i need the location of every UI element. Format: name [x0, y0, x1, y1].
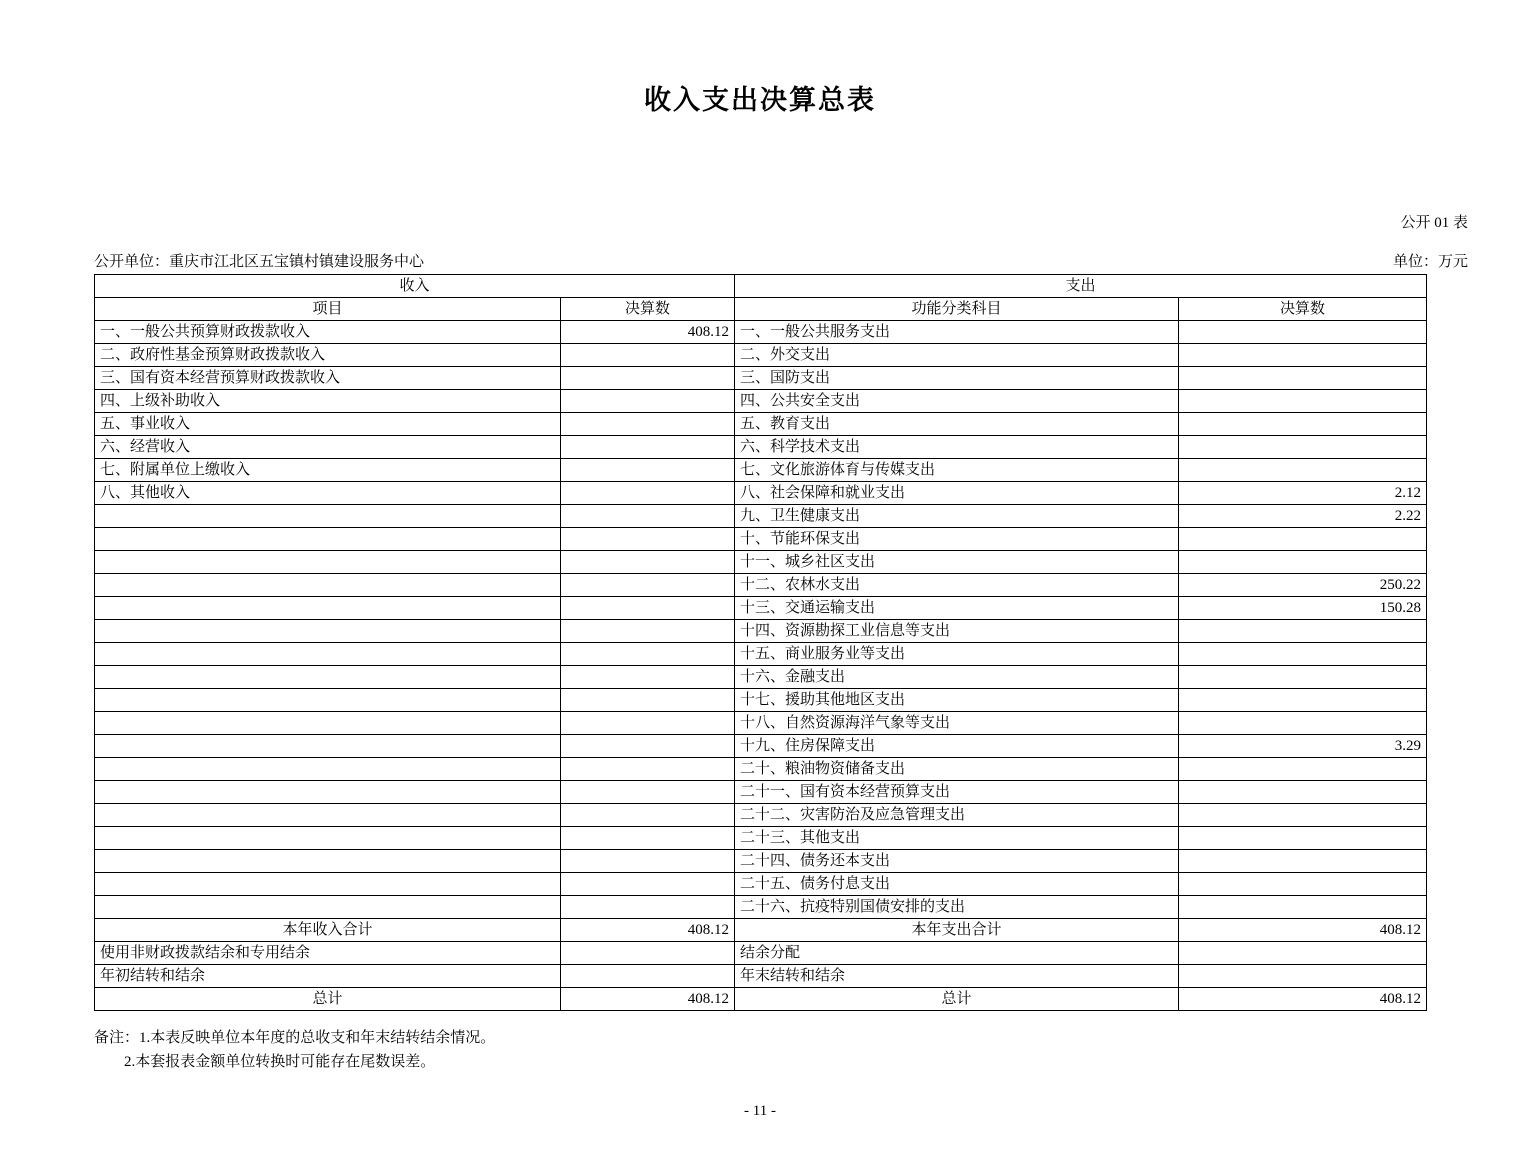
income-item-cell: 四、上级补助收入	[95, 390, 561, 413]
table-row	[95, 459, 1427, 482]
income-amount-cell	[561, 827, 735, 850]
income-item-cell	[95, 574, 561, 597]
note-line-1: 备注：1.本表反映单位本年度的总收支和年末结转结余情况。	[94, 1030, 496, 1046]
table-row	[95, 689, 1427, 712]
income-amount-cell	[561, 344, 735, 367]
grand-total-label-right: 总计	[735, 988, 1179, 1011]
table-column-header-row	[95, 298, 1427, 321]
document-page	[0, 78, 1520, 1152]
grand-total-value-left: 408.12	[561, 988, 735, 1011]
expense-item-cell: 十四、资源勘探工业信息等支出	[735, 620, 1179, 643]
expense-amount-cell	[1179, 712, 1427, 735]
expense-item-cell: 二十一、国有资本经营预算支出	[735, 781, 1179, 804]
income-amount-cell	[561, 712, 735, 735]
income-item-cell: 五、事业收入	[95, 413, 561, 436]
expense-item-cell: 七、文化旅游体育与传媒支出	[735, 459, 1179, 482]
disclosure-unit-label: 公开单位：重庆市江北区五宝镇村镇建设服务中心	[94, 254, 425, 270]
table-row	[95, 574, 1427, 597]
income-item-cell	[95, 781, 561, 804]
income-amount-cell	[561, 551, 735, 574]
expense-item-header: 功能分类科目	[735, 298, 1179, 321]
expense-amount-cell	[1179, 643, 1427, 666]
income-amount-cell	[561, 666, 735, 689]
table-row	[95, 666, 1427, 689]
income-amount-cell	[561, 735, 735, 758]
expense-amount-cell	[1179, 689, 1427, 712]
expense-item-cell: 十一、城乡社区支出	[735, 551, 1179, 574]
expense-amount-cell	[1179, 390, 1427, 413]
year-income-total-value: 408.12	[561, 919, 735, 942]
income-item-cell	[95, 735, 561, 758]
budget-summary-table	[94, 274, 1427, 1011]
grand-total-row	[95, 988, 1427, 1011]
income-amount-cell	[561, 436, 735, 459]
income-amount-cell	[561, 390, 735, 413]
income-item-cell	[95, 643, 561, 666]
surplus-distribution-label: 结余分配	[735, 942, 1179, 965]
expense-amount-cell	[1179, 873, 1427, 896]
expense-item-cell: 二十二、灾害防治及应急管理支出	[735, 804, 1179, 827]
surplus-distribution-value	[1179, 942, 1427, 965]
nonfiscal-label: 使用非财政拨款结余和专用结余	[95, 942, 561, 965]
expense-item-cell: 二、外交支出	[735, 344, 1179, 367]
income-amount-cell	[561, 574, 735, 597]
income-item-cell: 八、其他收入	[95, 482, 561, 505]
expense-item-cell: 八、社会保障和就业支出	[735, 482, 1179, 505]
income-amount-cell	[561, 643, 735, 666]
expense-item-cell: 三、国防支出	[735, 367, 1179, 390]
table-row	[95, 827, 1427, 850]
income-item-cell	[95, 712, 561, 735]
expense-item-cell: 二十五、债务付息支出	[735, 873, 1179, 896]
expense-item-cell: 二十四、债务还本支出	[735, 850, 1179, 873]
income-item-cell: 三、国有资本经营预算财政拨款收入	[95, 367, 561, 390]
income-group-header: 收入	[95, 275, 735, 298]
form-code-label: 公开 01 表	[1400, 215, 1468, 231]
expense-amount-cell	[1179, 620, 1427, 643]
expense-amount-cell	[1179, 436, 1427, 459]
income-item-cell	[95, 873, 561, 896]
expense-group-header: 支出	[735, 275, 1427, 298]
income-amount-cell	[561, 896, 735, 919]
end-carryover-value	[1179, 965, 1427, 988]
expense-amount-cell	[1179, 804, 1427, 827]
income-item-cell: 七、附属单位上缴收入	[95, 459, 561, 482]
income-amount-cell	[561, 781, 735, 804]
expense-item-cell: 十八、自然资源海洋气象等支出	[735, 712, 1179, 735]
table-row	[95, 781, 1427, 804]
income-amount-cell	[561, 528, 735, 551]
expense-amount-header: 决算数	[1179, 298, 1427, 321]
end-carryover-label: 年末结转和结余	[735, 965, 1179, 988]
table-row	[95, 804, 1427, 827]
note-line-2: 2.本套报表金额单位转换时可能存在尾数误差。	[124, 1054, 436, 1070]
expense-amount-cell	[1179, 459, 1427, 482]
income-amount-cell	[561, 459, 735, 482]
table-row	[95, 367, 1427, 390]
amount-unit-label: 单位：万元	[1392, 254, 1468, 270]
table-row	[95, 436, 1427, 459]
expense-item-cell: 九、卫生健康支出	[735, 505, 1179, 528]
income-item-cell	[95, 804, 561, 827]
year-income-total-label: 本年收入合计	[95, 919, 561, 942]
year-expense-total-value: 408.12	[1179, 919, 1427, 942]
income-item-cell	[95, 689, 561, 712]
table-row	[95, 620, 1427, 643]
begin-carryover-label: 年初结转和结余	[95, 965, 561, 988]
income-amount-cell: 408.12	[561, 321, 735, 344]
income-amount-cell	[561, 505, 735, 528]
expense-amount-cell: 250.22	[1179, 574, 1427, 597]
expense-amount-cell	[1179, 367, 1427, 390]
income-item-header: 项目	[95, 298, 561, 321]
expense-amount-cell	[1179, 758, 1427, 781]
expense-item-cell: 十、节能环保支出	[735, 528, 1179, 551]
expense-amount-cell	[1179, 413, 1427, 436]
expense-amount-cell: 150.28	[1179, 597, 1427, 620]
income-item-cell: 一、一般公共预算财政拨款收入	[95, 321, 561, 344]
expense-amount-cell	[1179, 321, 1427, 344]
table-row	[95, 896, 1427, 919]
table-row	[95, 528, 1427, 551]
nonfiscal-value	[561, 942, 735, 965]
income-item-cell	[95, 551, 561, 574]
table-row	[95, 344, 1427, 367]
table-row	[95, 597, 1427, 620]
expense-item-cell: 十二、农林水支出	[735, 574, 1179, 597]
income-amount-cell	[561, 804, 735, 827]
income-amount-cell	[561, 758, 735, 781]
begin-carryover-value	[561, 965, 735, 988]
income-item-cell	[95, 850, 561, 873]
expense-item-cell: 二十六、抗疫特别国债安排的支出	[735, 896, 1179, 919]
expense-item-cell: 十七、援助其他地区支出	[735, 689, 1179, 712]
table-row	[95, 482, 1427, 505]
income-item-cell	[95, 666, 561, 689]
expense-item-cell: 十九、住房保障支出	[735, 735, 1179, 758]
year-expense-total-label: 本年支出合计	[735, 919, 1179, 942]
expense-amount-cell	[1179, 850, 1427, 873]
income-item-cell	[95, 528, 561, 551]
table-row	[95, 873, 1427, 896]
expense-amount-cell	[1179, 344, 1427, 367]
expense-item-cell: 五、教育支出	[735, 413, 1179, 436]
table-notes	[94, 1026, 495, 1074]
expense-amount-cell	[1179, 551, 1427, 574]
income-item-cell: 二、政府性基金预算财政拨款收入	[95, 344, 561, 367]
income-item-cell	[95, 597, 561, 620]
table-row	[95, 735, 1427, 758]
expense-item-cell: 二十三、其他支出	[735, 827, 1179, 850]
year-total-row	[95, 919, 1427, 942]
table-row	[95, 505, 1427, 528]
expense-amount-cell: 3.29	[1179, 735, 1427, 758]
table-row	[95, 413, 1427, 436]
expense-amount-cell	[1179, 528, 1427, 551]
income-item-cell	[95, 620, 561, 643]
income-item-cell	[95, 505, 561, 528]
expense-amount-cell: 2.22	[1179, 505, 1427, 528]
meta-row	[94, 250, 1468, 271]
expense-amount-cell	[1179, 896, 1427, 919]
income-amount-cell	[561, 597, 735, 620]
income-item-cell: 六、经营收入	[95, 436, 561, 459]
nonfiscal-row	[95, 942, 1427, 965]
table-row	[95, 758, 1427, 781]
income-amount-cell	[561, 413, 735, 436]
income-amount-cell	[561, 620, 735, 643]
income-amount-cell	[561, 482, 735, 505]
income-amount-cell	[561, 850, 735, 873]
expense-amount-cell	[1179, 781, 1427, 804]
table-row	[95, 551, 1427, 574]
expense-item-cell: 四、公共安全支出	[735, 390, 1179, 413]
income-item-cell	[95, 827, 561, 850]
grand-total-label-left: 总计	[95, 988, 561, 1011]
expense-item-cell: 二十、粮油物资储备支出	[735, 758, 1179, 781]
grand-total-value-right: 408.12	[1179, 988, 1427, 1011]
table-row	[95, 643, 1427, 666]
table-row	[95, 712, 1427, 735]
income-amount-cell	[561, 873, 735, 896]
expense-item-cell: 十六、金融支出	[735, 666, 1179, 689]
table-row	[95, 390, 1427, 413]
expense-amount-cell	[1179, 666, 1427, 689]
income-amount-cell	[561, 367, 735, 390]
page-title: 收入支出决算总表	[644, 85, 876, 115]
income-item-cell	[95, 758, 561, 781]
page-number: - 11 -	[744, 1103, 776, 1119]
table-group-header-row	[95, 275, 1427, 298]
expense-item-cell: 十五、商业服务业等支出	[735, 643, 1179, 666]
table-row	[95, 850, 1427, 873]
income-amount-header: 决算数	[561, 298, 735, 321]
table-row	[95, 321, 1427, 344]
expense-item-cell: 一、一般公共服务支出	[735, 321, 1179, 344]
carryover-row	[95, 965, 1427, 988]
expense-amount-cell: 2.12	[1179, 482, 1427, 505]
income-amount-cell	[561, 689, 735, 712]
expense-amount-cell	[1179, 827, 1427, 850]
expense-item-cell: 六、科学技术支出	[735, 436, 1179, 459]
income-item-cell	[95, 896, 561, 919]
expense-item-cell: 十三、交通运输支出	[735, 597, 1179, 620]
